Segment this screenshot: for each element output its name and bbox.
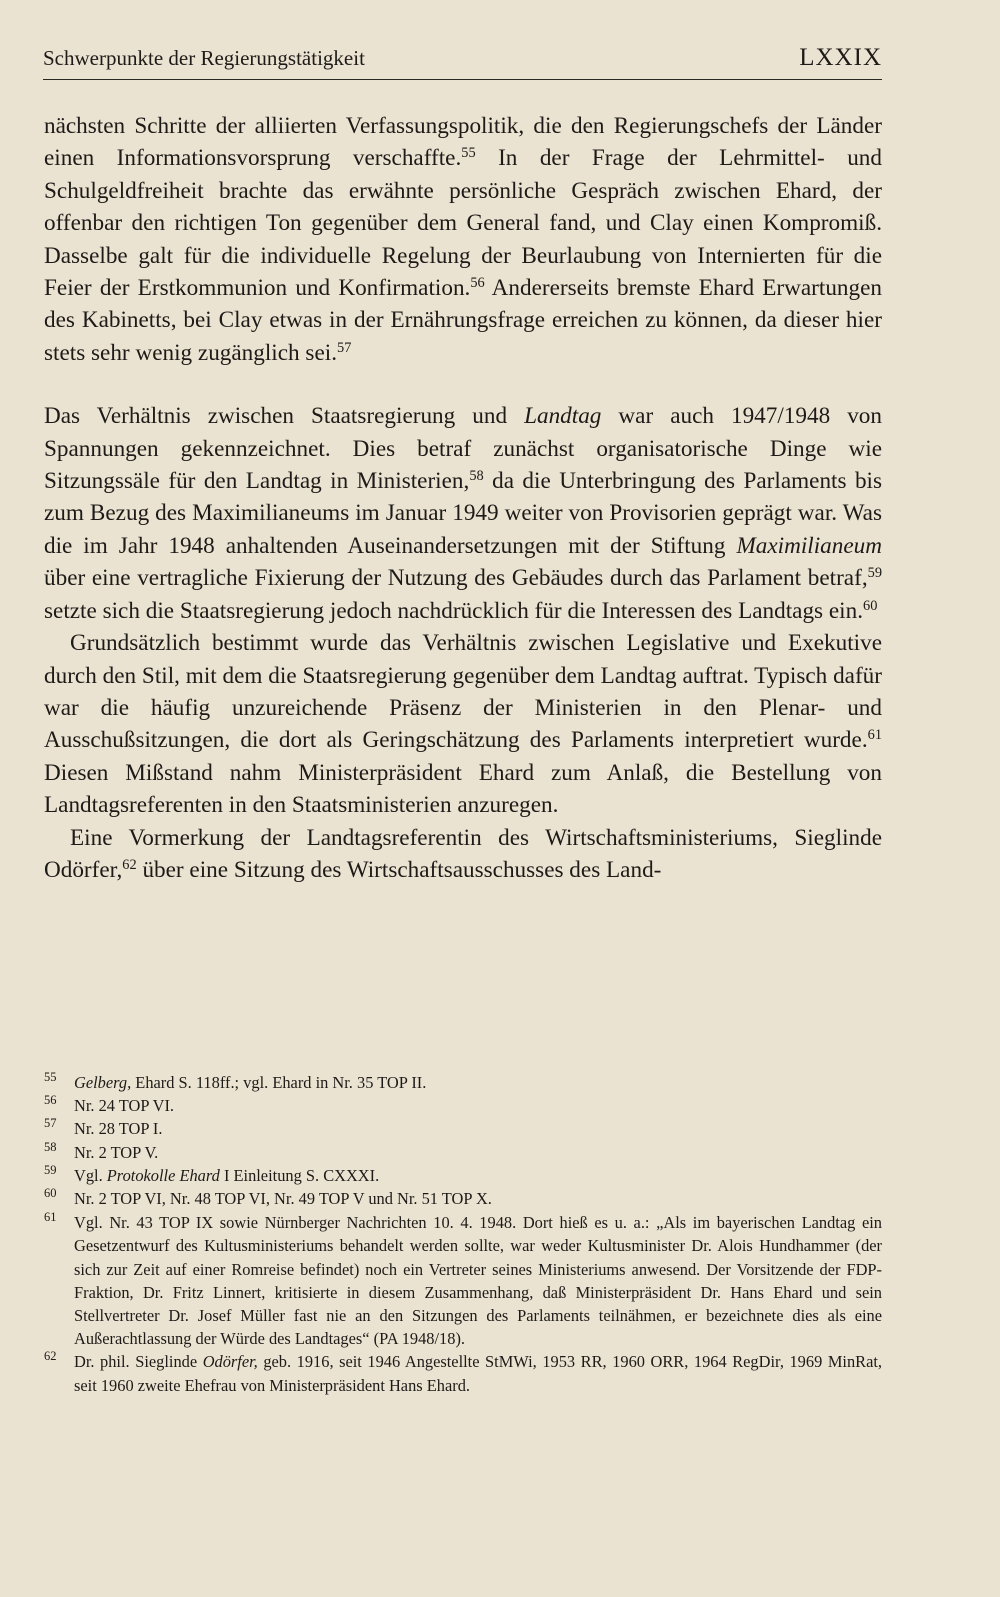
- footnote-ref-62: 62: [122, 857, 137, 874]
- text-run: Vgl.: [74, 1165, 107, 1185]
- footnote-text: Nr. 2 TOP VI, Nr. 48 TOP VI, Nr. 49 TOP V und Nr. 51 TOP X.: [74, 1189, 492, 1209]
- footnote-ref-59: 59: [867, 565, 882, 582]
- running-head-title: Schwerpunkte der Regierungstätigkeit: [43, 46, 365, 70]
- footnote-text: Vgl. Nr. 43 TOP IX sowie Nürnberger Nachrichten 10. 4. 1948. Dort hieß es u. a.: „Als im bayerischen Landtag ein Gesetzentwurf des Kultusministeriums behandelt werden sollte, war weder Kultusminister Dr. Alois Hundhammer (der sich zur Zeit auf einer Romreise befindet) noch ein Vertreter seines Ministeriums anwesend. Der Vorsitzende der FDP-Fraktion, Dr. Fritz Linnert, kritisierte in diesem Zusammenhang, daß Ministerpräsident Dr. Hans Ehard und sein Stellvertreter Dr. Josef Müller fast nie an den Sitzungen des Parlaments teilnähmen, er bezeichnete dies als eine Außerachtlassung der Würde des Landtages“ (PA 1948/18).: [74, 1213, 882, 1349]
- footnote-ref-60: 60: [863, 597, 878, 614]
- text-run: Das Verhältnis zwischen Staatsregierung und: [44, 403, 525, 430]
- footnote-number: 59: [44, 1162, 57, 1177]
- footnote-57: [44, 1117, 882, 1140]
- footnote-number: 55: [44, 1070, 57, 1084]
- paragraph-4: [44, 822, 882, 887]
- footnote-text: Nr. 28 TOP I.: [74, 1119, 163, 1139]
- footnote-55: [44, 1071, 882, 1094]
- footnote-number: 61: [44, 1210, 57, 1225]
- footnote-61: [44, 1211, 882, 1350]
- text-run: über eine vertragliche Fixierung der Nutzung des Gebäudes durch das Parlament betraf,: [44, 565, 868, 592]
- text-run: Eine Vormerkung der Landtagsreferentin des Wirtschaftsministeriums, Sieglinde Odörfer,: [44, 824, 882, 883]
- text-run: I Einleitung S. CXXXI.: [219, 1165, 380, 1185]
- footnote-number: 60: [44, 1186, 57, 1201]
- footnote-ref-57: 57: [337, 339, 352, 356]
- text-run: nächsten Schritte der alliierten Verfassungspolitik, die den Regierungschefs der Länder einen Informationsvorsprung verschaffte.: [44, 113, 882, 172]
- footnote-number: 62: [44, 1349, 57, 1364]
- footnote-ref-61: 61: [867, 727, 882, 744]
- footnote-58: [44, 1141, 882, 1164]
- footnote-56: [44, 1094, 882, 1117]
- footnote-number: 57: [44, 1116, 57, 1131]
- text-run: Grundsätzlich bestimmt wurde das Verhältnis zwischen Legislative und Exekutive durch den Stil, mit dem die Staatsregierung gegenüber dem Landtag auftrat. Typisch dafür war die häufig unzureichende Präsenz der Ministerien in den Plenar- und Ausschußsitzungen, die dort als Geringschätzung des Parlaments interpretiert wurde.: [44, 630, 882, 754]
- text-run: In der Frage der Lehrmittel- und Schulgeldfreiheit brachte das erwähnte persönliche Gespräch zwischen Ehard, der offenbar den richtigen Ton gegenüber dem General fand, und Clay einen Kompromiß. Dasselbe galt für die individuelle Regelung der Beurlaubung von Internierten für die Feier der Erstkommunion und Konfirmation.: [44, 145, 882, 302]
- text-run: Ehard S. 118ff.; vgl. Ehard in Nr. 35 TOP II.: [131, 1073, 427, 1092]
- text-run: war auch 1947/1948 von Spannungen gekennzeichnet. Dies betraf zunächst organisatorische Dinge wie Sitzungssäle für den Landtag in Ministerien,: [44, 403, 882, 495]
- text-run: geb. 1916, seit 1946 Angestellte StMWi, 1953 RR, 1960 ORR, 1964 RegDir, 1969 MinRat, seit 1960 zweite Ehefrau von Ministerpräsident Hans Ehard.: [74, 1352, 883, 1395]
- header-rule: [43, 79, 882, 80]
- footnote-ref-56: 56: [470, 275, 485, 292]
- footnote-62: [44, 1350, 882, 1396]
- italic-author: Gelberg,: [74, 1073, 132, 1092]
- main-text: [44, 110, 882, 886]
- text-run: setzte sich die Staatsregierung jedoch nachdrücklich für die Interessen des Landtags ein.: [44, 597, 863, 624]
- italic-title: Protokolle Ehard: [106, 1165, 220, 1185]
- paragraph-1: [44, 110, 882, 369]
- footnote-60: [44, 1187, 882, 1210]
- footnotes: [44, 1071, 882, 1397]
- text-run: Andererseits bremste Ehard Erwartungen des Kabinetts, bei Clay etwas in der Ernährungsfrage erreichen zu können, da dieser hier stets sehr wenig zugänglich sei.: [44, 275, 882, 366]
- text-run: Diesen Mißstand nahm Ministerpräsident Ehard zum Anlaß, die Bestellung von Landtagsreferenten in den Staatsministerien anzuregen.: [44, 759, 882, 819]
- footnote-text: [74, 1071, 882, 1094]
- paragraph-2: [44, 400, 882, 627]
- text-run: da die Unterbringung des Parlaments bis zum Bezug des Maximilianeums im Januar 1949 weiter von Provisorien geprägt war. Was die im Jahr 1948 anhaltenden Auseinandersetzungen mit der Stiftung: [44, 468, 883, 559]
- footnote-number: 56: [44, 1093, 57, 1108]
- page-number: LXXIX: [799, 44, 882, 71]
- running-head: [43, 44, 882, 72]
- text-run: über eine Sitzung des Wirtschaftsausschusses des Land-: [136, 856, 662, 883]
- footnote-text: [74, 1164, 882, 1187]
- italic-maximilianeum: Maximilianeum: [736, 532, 882, 559]
- footnote-text: Nr. 24 TOP VI.: [74, 1096, 175, 1116]
- footnote-ref-55: 55: [461, 145, 476, 162]
- footnote-text: [74, 1350, 882, 1396]
- text-run: Dr. phil. Sieglinde: [74, 1352, 203, 1372]
- footnote-number: 58: [44, 1139, 57, 1154]
- footnote-text: Nr. 2 TOP V.: [74, 1142, 159, 1162]
- footnote-59: [44, 1164, 882, 1187]
- paragraph-3: [44, 627, 882, 821]
- footnote-ref-58: 58: [469, 468, 484, 485]
- italic-name: Odörfer,: [202, 1352, 258, 1372]
- italic-landtag: Landtag: [524, 403, 602, 430]
